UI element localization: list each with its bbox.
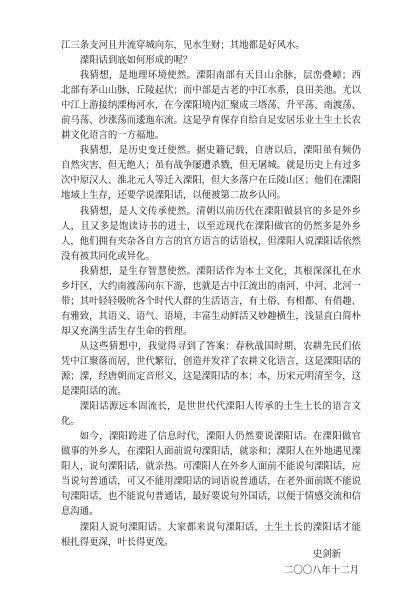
signature-date: 二〇〇八年十二月 bbox=[283, 564, 359, 576]
signature-block bbox=[0, 547, 359, 578]
paragraph: 溧阳人说句溧阳话。大家都来说句溧阳话，土生土长的溧阳话才能根扎得更深，叶长得更茂。 bbox=[61, 521, 361, 548]
paragraph: 江三条支河且并流穿城向东，见水生财；其地都是好风水。 bbox=[61, 40, 305, 51]
paragraph: 我猜想，是人文传承使然。清朝以前历代在溧阳做县官的多是外乡人，且又多是饱读诗书的进士，以至近现代在溧阳做官的仍然多是外乡人，他们拥有夹杂各自方言的官方语言的话语权，但溧阳人说溧阳话依然没有被其同化或异化。 bbox=[61, 205, 362, 262]
paragraph: 溧阳话到底如何形成的呢？ bbox=[79, 55, 193, 67]
paragraph: 溧阳话源远本固流长，是世世代代溧阳人传承的土生土长的语言文化。 bbox=[61, 401, 361, 428]
paragraph: 我猜想，是地理环境使然。溧阳南部有天目山余脉，层峦叠嶂；西北部有茅山山脉，丘陵起伏；而中部是古老的中江水系，良田美池。尤以中江上游接纳溧梅河水，在今溧阳境内汇聚成三塔荡、升平荡、南渡荡、前马荡、沙涨荡而逶迤东流。这是孕育保存自给自足安居乐业土生土长农耕文化语言的一方福地。 bbox=[61, 70, 362, 142]
paragraph: 我猜想，是历史变迁使然。据史籍记载，自唐以后，溧阳虽有频仍自然灾害，但无绝人；虽有战争屡遭杀戮，但无屠城。就是历史上有过多次中原汉人、淮北元人等迁入溧阳，但大多落户在丘陵山区；他们在溧阳地域上生存，还要学说溧阳话，以便被第二故乡认同。 bbox=[61, 145, 362, 202]
author-name: 史剑新 bbox=[312, 549, 341, 560]
article-body bbox=[61, 38, 361, 550]
paragraph: 我猜想，是生存智慧使然。溧阳话作为本土文化，其根深深扎在水乡圩区，大约南渡荡向东下游，也就是古中江流出的南河、中河、北河一带；其叶轻轻吸吮各个时代人群的生活语言，有土俗、有相都、有俏趣、有雅致，其语义、语气、语境，丰富生动鲜活又妙趣横生，浅显直白简朴却又充满生活生存生命的哲理。 bbox=[61, 265, 362, 337]
paragraph: 如今，溧阳跨进了信息时代，溧阳人仍然要说溧阳话。在溧阳做官做事的外乡人，在溧阳人面前说句溧阳话，就亲和；溧阳人在外地遇见溧阳人，说句溧阳话，就亲热。可溧阳人在外乡人面前不能说句溧阳话，应当说句普通话，可又不能用溧阳话的词语说普通话，在老外面前既不能说句溧阳话，也不能说句普通话，最好要说句外国话，以便于情感交流和信息沟通。 bbox=[61, 431, 362, 518]
paragraph: 从这些猜想中，我觉得寻到了答案：春秋战国时期，农耕先民们依凭中江聚落而居，世代繁衍，创造并发祥了农耕文化语言，这是溧阳话的源；溧，经唐朝而定音形义，这是溧阳话的本；本，历宋元明清至今，这是溧阳话的流。 bbox=[61, 340, 362, 398]
